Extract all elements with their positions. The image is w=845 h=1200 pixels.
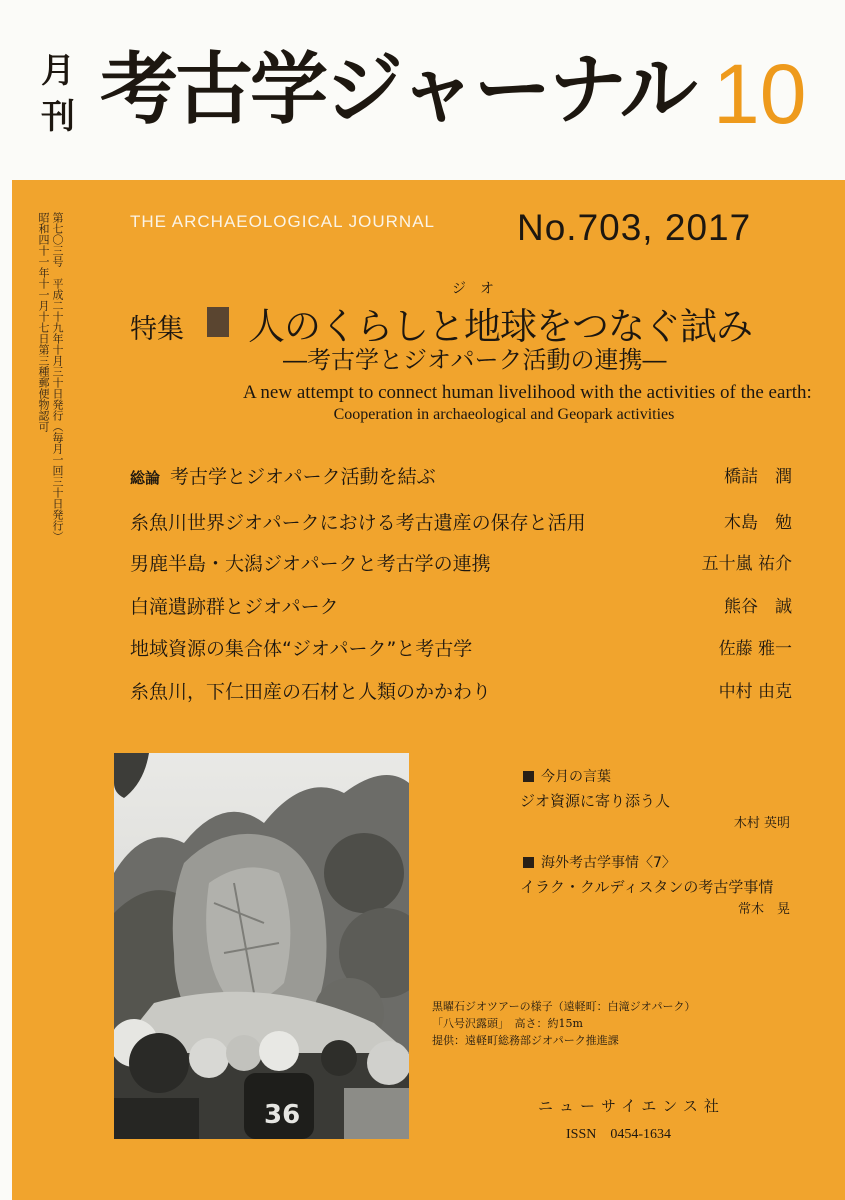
feature-marker-bar bbox=[207, 307, 229, 337]
photo-caption-line: 「八号沢露頭」 高さ：約15m bbox=[432, 1017, 583, 1030]
toc-item-title: 白滝遺跡群とジオパーク bbox=[130, 596, 339, 618]
toc-item-author: 熊谷 誠 bbox=[724, 597, 792, 617]
toc-item-title: 地域資源の集合体“ジオパーク”と考古学 bbox=[130, 638, 473, 660]
toc-item-author: 五十嵐 祐介 bbox=[701, 554, 792, 574]
column-heading-text: 海外考古学事情〈7〉 bbox=[541, 855, 676, 871]
monthly-char-2: 刊 bbox=[41, 97, 75, 137]
toc-item bbox=[130, 677, 792, 707]
toc-item-title: 考古学とジオパーク活動を結ぶ bbox=[170, 466, 436, 488]
toc-item-title: 糸魚川，下仁田産の石材と人類のかかわり bbox=[130, 681, 492, 703]
cover-photo bbox=[114, 753, 409, 1139]
issue-number-year: No.703, 2017 bbox=[517, 207, 752, 248]
issn: ISSN 0454-1634 bbox=[566, 1127, 672, 1142]
toc-item-author: 佐藤 雅一 bbox=[718, 639, 792, 659]
monthly-label bbox=[38, 48, 78, 140]
column-author: 木村 英明 bbox=[733, 816, 790, 831]
column-author: 常木 晃 bbox=[737, 902, 790, 917]
publisher-name: ニューサイエンス社 bbox=[538, 1097, 725, 1115]
monthly-char-1: 月 bbox=[41, 51, 75, 91]
feature-english-line-1: A new attempt to connect human livelihood with the activities of the earth: bbox=[243, 382, 812, 403]
toc-prefix: 総論 bbox=[130, 469, 161, 487]
toc-item-title: 糸魚川世界ジオパークにおける考古遺産の保存と活用 bbox=[130, 512, 586, 534]
toc-item bbox=[130, 508, 792, 538]
issue-month-number: 10 bbox=[713, 47, 807, 141]
feature-title: 人のくらしと地球をつなぐ試み bbox=[248, 305, 752, 348]
photo-caption bbox=[432, 998, 695, 1049]
column-title: ジオ資源に寄り添う人 bbox=[520, 792, 671, 810]
shirt-number: 36 bbox=[264, 1100, 301, 1130]
feature-english-line-2: Cooperation in archaeological and Geopark activities bbox=[333, 406, 675, 423]
feature-label: 特集 bbox=[130, 314, 184, 345]
column-heading bbox=[523, 852, 676, 872]
column-title: イラク・クルディスタンの考古学事情 bbox=[520, 878, 774, 896]
toc-item-title: 男鹿半島・大潟ジオパークと考古学の連携 bbox=[130, 553, 491, 575]
journal-title: 考古学ジャーナル bbox=[100, 45, 695, 135]
column-marker bbox=[523, 771, 534, 782]
spine-publication-info bbox=[36, 212, 64, 542]
column-heading-text: 今月の言葉 bbox=[541, 769, 611, 785]
feature-subtitle: ―考古学とジオパーク活動の連携― bbox=[283, 346, 667, 374]
toc-item bbox=[130, 549, 792, 579]
masthead bbox=[0, 0, 845, 180]
toc-item bbox=[130, 592, 792, 622]
toc-item bbox=[130, 634, 792, 664]
spine-line-2: 昭和四十一年十一月十七日第三種郵便物認可 bbox=[37, 212, 50, 432]
journal-english-title: THE ARCHAEOLOGICAL JOURNAL bbox=[130, 212, 435, 231]
toc-item-title-wrap bbox=[130, 462, 436, 489]
photo-caption-line: 提供：遠軽町総務部ジオパーク推進課 bbox=[432, 1034, 619, 1047]
spine-line-1: 第七〇三号 平成二十九年十月三十日発行（毎月一回三十日発行） bbox=[51, 212, 64, 542]
toc-item-author: 中村 由克 bbox=[718, 682, 792, 702]
toc-item-author: 橋詰 潤 bbox=[724, 467, 792, 487]
column-heading bbox=[523, 766, 611, 786]
toc-item bbox=[130, 462, 792, 492]
cover-photo-illustration bbox=[114, 753, 409, 1139]
toc-item-author: 木島 勉 bbox=[724, 513, 792, 533]
feature-ruby: ジオ bbox=[452, 281, 508, 297]
column-marker bbox=[523, 857, 534, 868]
photo-caption-line: 黒曜石ジオツアーの様子（遠軽町：白滝ジオパーク） bbox=[432, 1000, 696, 1013]
